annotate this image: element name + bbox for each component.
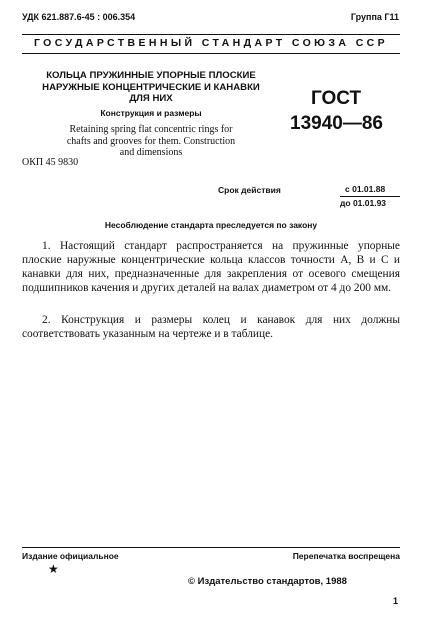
english-title-line-2: chafts and grooves for them. Construction	[66, 135, 236, 147]
english-title	[22, 124, 280, 159]
publisher-copyright: © Издательство стандартов, 1988	[188, 576, 347, 587]
reprint-prohibited-label: Перепечатка воспрещена	[292, 551, 400, 561]
paragraph-2: 2. Конструкция и размеры колец и канавок для них должны соответствовать указанным на чертеже и в таблице.	[22, 314, 400, 340]
validity-from-date: с 01.01.88	[345, 184, 386, 194]
validity-to-date: до 01.01.93	[340, 198, 387, 208]
validity-rule	[340, 196, 400, 197]
title-line-1: КОЛЬЦА ПРУЖИННЫЕ УПОРНЫЕ ПЛОСКИЕ	[46, 70, 256, 81]
okp-code: ОКП 45 9830	[22, 157, 79, 168]
legal-notice: Несоблюдение стандарта преследуется по закону	[104, 220, 318, 230]
footer-rule	[22, 547, 400, 548]
star-icon: ★	[48, 562, 59, 576]
paragraph-1: 1. Настоящий стандарт распространяется на пружинные упорные плоские наружные концентрические кольца классов точности А, В и С и канавки для них, предназначенные для закрепления от осевого смещения подшипников качения и других деталей на валах диаметром от 4 до 200 мм.	[22, 240, 400, 294]
validity-label: Срок действия	[218, 185, 281, 195]
state-standard-banner: ГОСУДАРСТВЕННЫЙ СТАНДАРТ СОЮЗА ССР	[33, 37, 389, 49]
udk-code: УДК 621.887.6-45 : 006.354	[22, 12, 136, 22]
banner-bottom-rule	[22, 53, 400, 54]
page-number: 1	[393, 596, 399, 606]
gost-label: ГОСТ	[311, 88, 362, 109]
official-edition-label: Издание официальное	[22, 551, 119, 561]
gost-number: 13940—86	[290, 113, 383, 134]
group-code: Группа Г11	[350, 12, 399, 22]
english-title-line-1: Retaining spring flat concentric rings for	[69, 124, 233, 135]
title-line-3: ДЛЯ НИХ	[129, 93, 173, 104]
english-title-line-3: and dimensions	[119, 147, 183, 158]
title-line-2: НАРУЖНЫЕ КОНЦЕНТРИЧЕСКИЕ И КАНАВКИ	[42, 81, 260, 93]
standard-subtitle: Конструкция и размеры	[100, 108, 202, 118]
banner-top-rule	[22, 34, 400, 35]
standard-title	[22, 70, 280, 105]
